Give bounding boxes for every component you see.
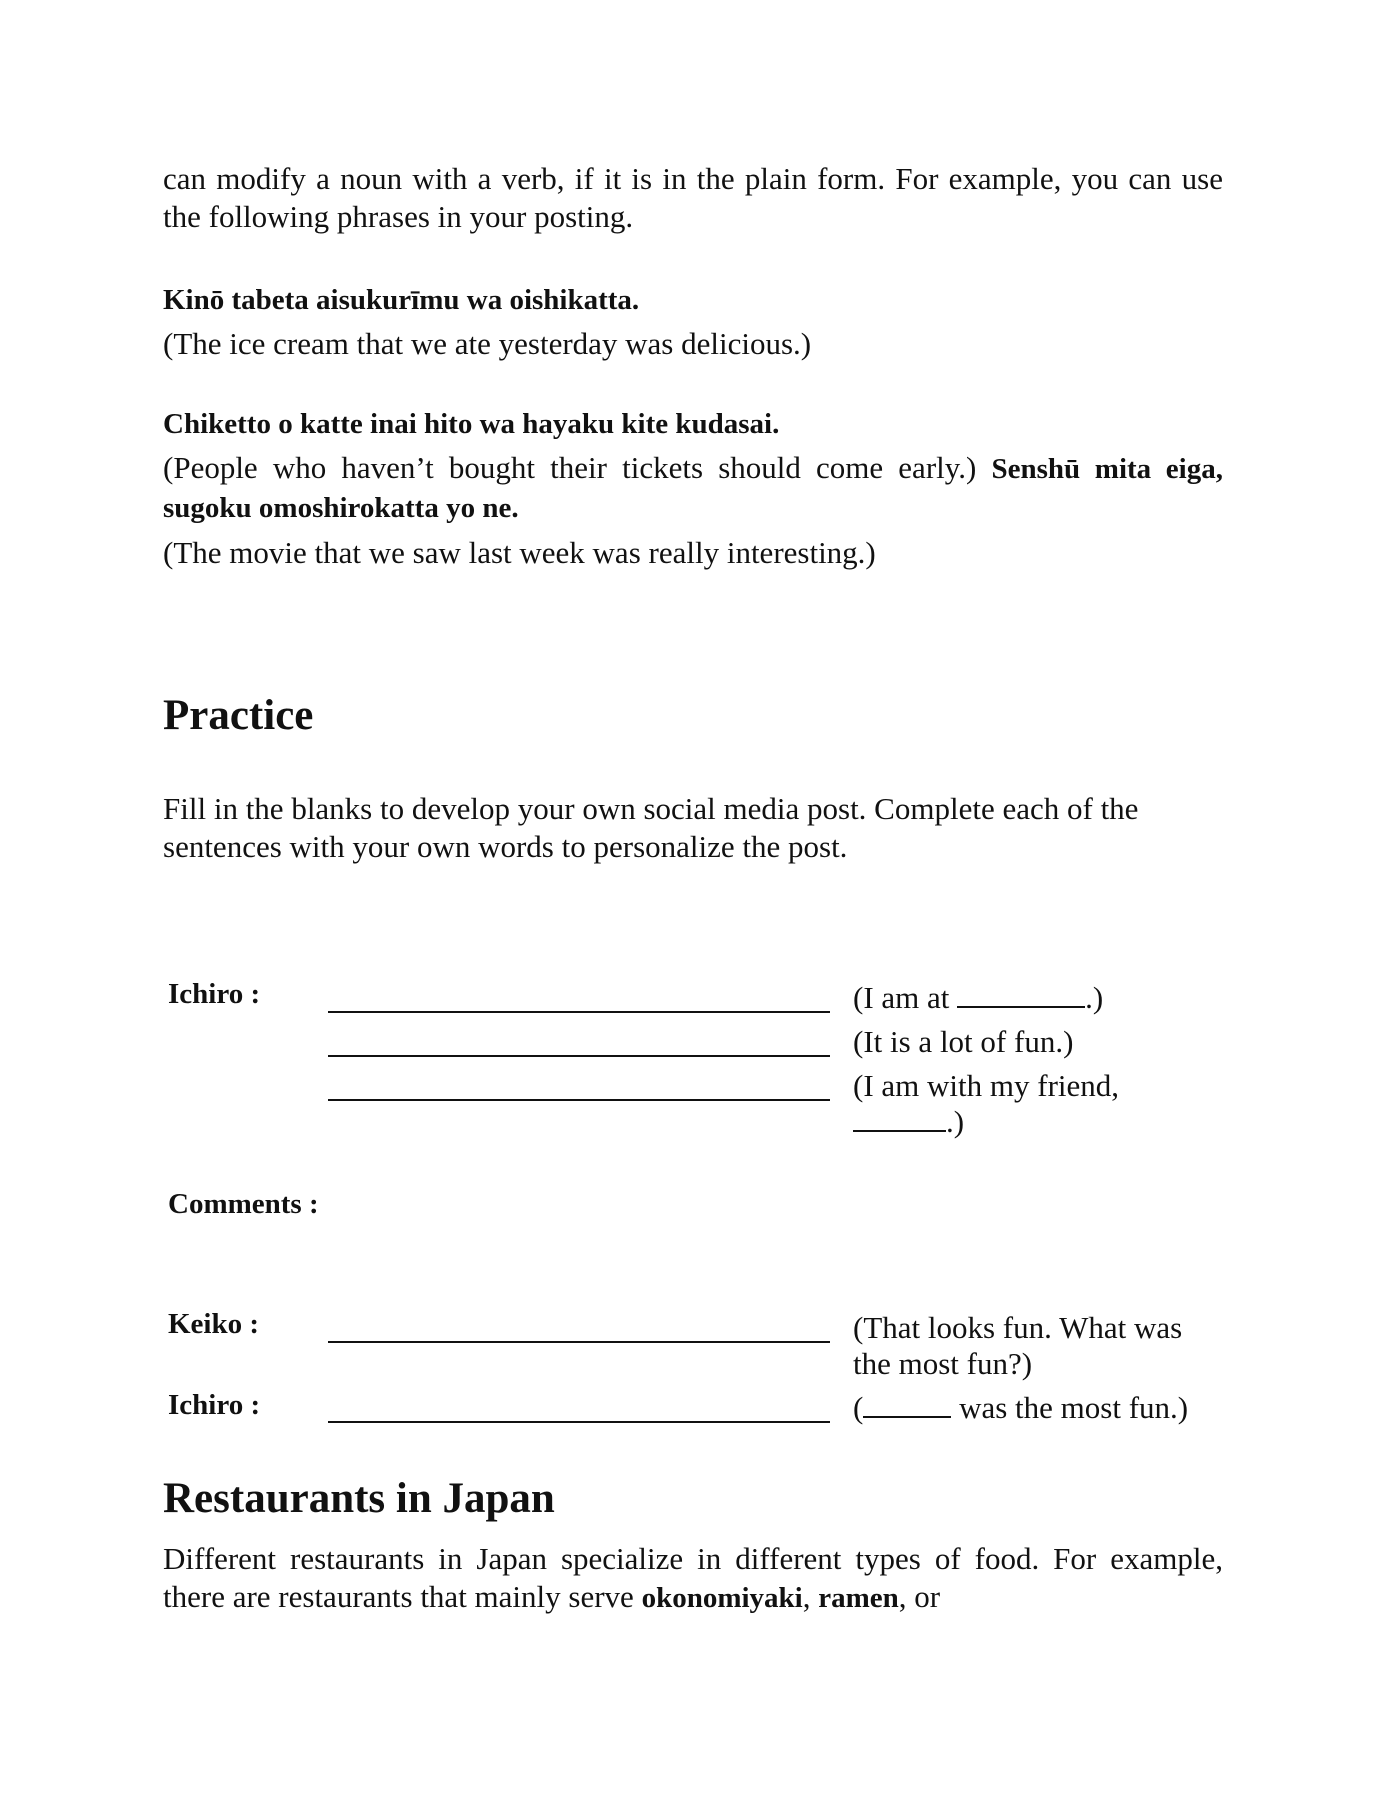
example-1-japanese: Kinō tabeta aisukurīmu wa oishikatta. bbox=[163, 284, 640, 316]
practice-heading: Practice bbox=[163, 692, 314, 739]
example-3-english: (The movie that we saw last week was really interesting.) bbox=[163, 535, 876, 570]
post-note-1: (I am at .) bbox=[853, 980, 1104, 1015]
note-blank-location[interactable] bbox=[957, 980, 1085, 1008]
example-2-japanese: Chiketto o katte inai hito wa hayaku kite kudasai. bbox=[163, 408, 780, 440]
comment-blank-keiko[interactable] bbox=[328, 1341, 830, 1343]
comment-blank-ichiro[interactable] bbox=[328, 1421, 830, 1423]
comment-speaker-ichiro: Ichiro : bbox=[168, 1389, 261, 1421]
post-blank-2[interactable] bbox=[328, 1055, 830, 1057]
post-speaker-label: Ichiro : bbox=[168, 978, 261, 1010]
term-ramen: ramen bbox=[818, 1582, 899, 1614]
note-blank-most-fun[interactable] bbox=[863, 1390, 951, 1418]
restaurants-heading: Restaurants in Japan bbox=[163, 1475, 555, 1522]
restaurants-paragraph: Different restaurants in Japan specialize in different types of food. For example, there are restaurants that mainly serve okonomiyaki, ramen, or bbox=[163, 1541, 1223, 1614]
post-note-3: (I am with my friend, .) bbox=[853, 1068, 1120, 1139]
term-okonomiyaki: okonomiyaki bbox=[641, 1582, 803, 1614]
comment-note-ichiro: ( was the most fun.) bbox=[853, 1390, 1189, 1425]
comments-label: Comments : bbox=[168, 1188, 319, 1220]
example-1-english: (The ice cream that we ate yesterday was delicious.) bbox=[163, 326, 812, 361]
note-blank-friend[interactable] bbox=[853, 1104, 946, 1132]
example-3-japanese: Senshū mita eiga, sugoku omoshirokatta yo ne. bbox=[163, 453, 1223, 524]
post-note-2: (It is a lot of fun.) bbox=[853, 1024, 1074, 1059]
post-blank-1[interactable] bbox=[328, 1011, 830, 1013]
example-2-english: (People who haven’t bought their tickets should come early.) bbox=[163, 450, 977, 485]
intro-paragraph: can modify a noun with a verb, if it is in the plain form. For example, you can use the following phrases in your posting. bbox=[163, 161, 1223, 234]
post-blank-3[interactable] bbox=[328, 1099, 830, 1101]
comment-speaker-keiko: Keiko : bbox=[168, 1308, 260, 1340]
comment-note-keiko: (That looks fun. What was the most fun?) bbox=[853, 1310, 1183, 1381]
example-2-3-paragraph bbox=[163, 449, 1223, 527]
practice-instructions: Fill in the blanks to develop your own social media post. Complete each of the sentences with your own words to personalize the post. bbox=[163, 791, 1139, 864]
